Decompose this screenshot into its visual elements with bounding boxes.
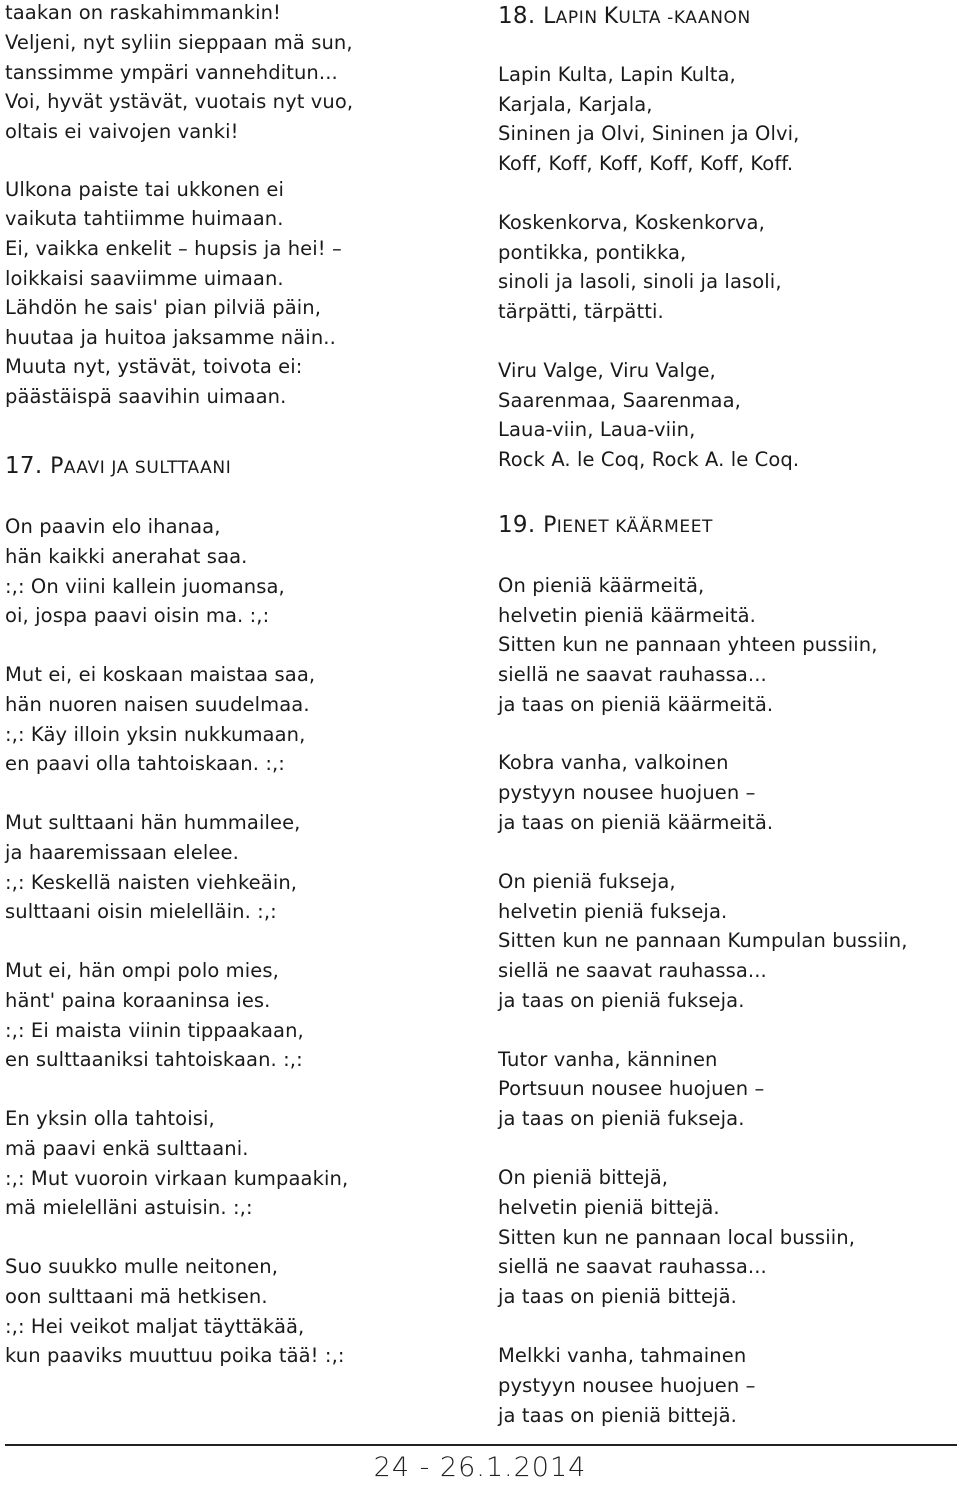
verse-line: :,: Hei veikot maljat täyttäkää, [5,1315,305,1338]
verse-line: pystyyn nousee huojuen – [498,781,756,804]
verse-line: oi, jospa paavi oisin ma. :,: [5,604,270,627]
song-title-initial: K [603,4,619,29]
verse-line: On pieniä fukseja, [498,870,676,893]
verse-line: oltais ei vaivojen vanki! [5,120,239,143]
verse-line: :,: Ei maista viinin tippaakaan, [5,1019,304,1042]
song-title: AAVI JA SULTTAANI [63,458,232,478]
verse-line: helvetin pieniä fukseja. [498,900,728,923]
verse-line: Mut sulttaani hän hummailee, [5,811,301,834]
verse-line: pontikka, pontikka, [498,241,687,264]
verse-line: sinoli ja lasoli, sinoli ja lasoli, [498,270,782,293]
verse-line: taakan on raskahimmankin! [5,1,281,24]
verse-line: Suo suukko mulle neitonen, [5,1255,279,1278]
verse-line: Muuta nyt, ystävät, toivota ei: [5,355,303,378]
verse-line: Karjala, Karjala, [498,93,653,116]
verse-line: Mut ei, ei koskaan maistaa saa, [5,663,316,686]
verse-line: Veljeni, nyt syliin sieppaan mä sun, [5,31,353,54]
verse-line: :,: Mut vuoroin virkaan kumpaakin, [5,1167,349,1190]
song-title-initial: P [50,454,64,479]
verse-line: kun paaviks muuttuu poika tää! :,: [5,1344,345,1367]
song-18-heading [498,2,751,32]
verse-line: Lapin Kulta, Lapin Kulta, [498,63,736,86]
song-number: 19. [498,512,536,538]
verse-line: hän nuoren naisen suudelmaa. [5,693,310,716]
verse-line: ja taas on pieniä bittejä. [498,1404,737,1427]
verse-line: sulttaani oisin mielelläin. :,: [5,900,277,923]
verse-line: ja taas on pieniä bittejä. [498,1285,737,1308]
verse-line: hän kaikki anerahat saa. [5,545,248,568]
verse-line: Voi, hyvät ystävät, vuotais nyt vuo, [5,90,354,113]
verse-line: Sitten kun ne pannaan Kumpulan bussiin, [498,929,908,952]
verse-line: loikkaisi saaviimme uimaan. [5,267,284,290]
verse-line: On pieniä käärmeitä, [498,574,705,597]
song-title-initial: P [543,513,557,538]
verse-line: On pieniä bittejä, [498,1166,669,1189]
verse-line: tanssimme ympäri vannehditun... [5,61,338,84]
song-number: 17. [5,453,43,479]
footer-date: 24 - 26.1.2014 [373,1452,587,1483]
song-title-initial: L [543,4,556,29]
verse-line: Melkki vanha, tahmainen [498,1344,747,1367]
verse-line: vaikuta tahtiimme huimaan. [5,207,284,230]
verse-line: helvetin pieniä käärmeitä. [498,604,756,627]
verse-line: Koskenkorva, Koskenkorva, [498,211,765,234]
footer-divider [5,1444,957,1446]
verse-line: päästäispä saavihin uimaan. [5,385,287,408]
verse-line: siellä ne saavat rauhassa... [498,1255,767,1278]
verse-line: ja taas on pieniä fukseja. [498,989,745,1012]
verse-line: Portsuun nousee huojuen – [498,1077,765,1100]
verse-line: en paavi olla tahtoiskaan. :,: [5,752,285,775]
song-number: 18. [498,3,536,29]
verse-line: ja taas on pieniä käärmeitä. [498,693,774,716]
verse-line: ja taas on pieniä fukseja. [498,1107,745,1130]
verse-line: :,: Keskellä naisten viehkeäin, [5,871,298,894]
verse-line: pystyyn nousee huojuen – [498,1374,756,1397]
verse-line: Sitten kun ne pannaan local bussiin, [498,1226,855,1249]
verse-line: Viru Valge, Viru Valge, [498,359,716,382]
verse-line: ja haaremissaan elelee. [5,841,239,864]
verse-line: Saarenmaa, Saarenmaa, [498,389,741,412]
verse-line: Lähdön he sais' pian pilviä päin, [5,296,322,319]
verse-line: Ulkona paiste tai ukkonen ei [5,178,284,201]
verse-line: siellä ne saavat rauhassa... [498,663,767,686]
verse-line: Tutor vanha, känninen [498,1048,718,1071]
song-17-heading [5,452,231,482]
verse-line: oon sulttaani mä hetkisen. [5,1285,268,1308]
verse-line: Ei, vaikka enkelit – hupsis ja hei! – [5,237,342,260]
verse-line: Kobra vanha, valkoinen [498,751,729,774]
verse-line: Sitten kun ne pannaan yhteen pussiin, [498,633,878,656]
song-title: APIN [555,8,604,28]
song-title: IENET KÄÄRMEET [556,517,714,537]
verse-line: On paavin elo ihanaa, [5,515,221,538]
verse-line: Laua-viin, Laua-viin, [498,418,696,441]
verse-line: En yksin olla tahtoisi, [5,1107,215,1130]
verse-line: :,: On viini kallein juomansa, [5,575,285,598]
verse-line: :,: Käy illoin yksin nukkumaan, [5,723,306,746]
verse-line: mä paavi enkä sulttaani. [5,1137,249,1160]
verse-line: Mut ei, hän ompi polo mies, [5,959,279,982]
verse-line: Rock A. le Coq, Rock A. le Coq. [498,448,800,471]
verse-line: helvetin pieniä bittejä. [498,1196,720,1219]
verse-line: siellä ne saavat rauhassa... [498,959,767,982]
verse-line: hänt' paina koraaninsa ies. [5,989,271,1012]
song-title: ULTA -KAANON [618,8,751,28]
verse-line: tärpätti, tärpätti. [498,300,664,323]
verse-line: mä mielelläni astuisin. :,: [5,1196,253,1219]
verse-line: en sulttaaniksi tahtoiskaan. :,: [5,1048,303,1071]
song-19-heading [498,511,713,541]
verse-line: ja taas on pieniä käärmeitä. [498,811,774,834]
verse-line: huutaa ja huitoa jaksamme näin.. [5,326,336,349]
verse-line: Sininen ja Olvi, Sininen ja Olvi, [498,122,800,145]
verse-line: Koff, Koff, Koff, Koff, Koff, Koff. [498,152,794,175]
